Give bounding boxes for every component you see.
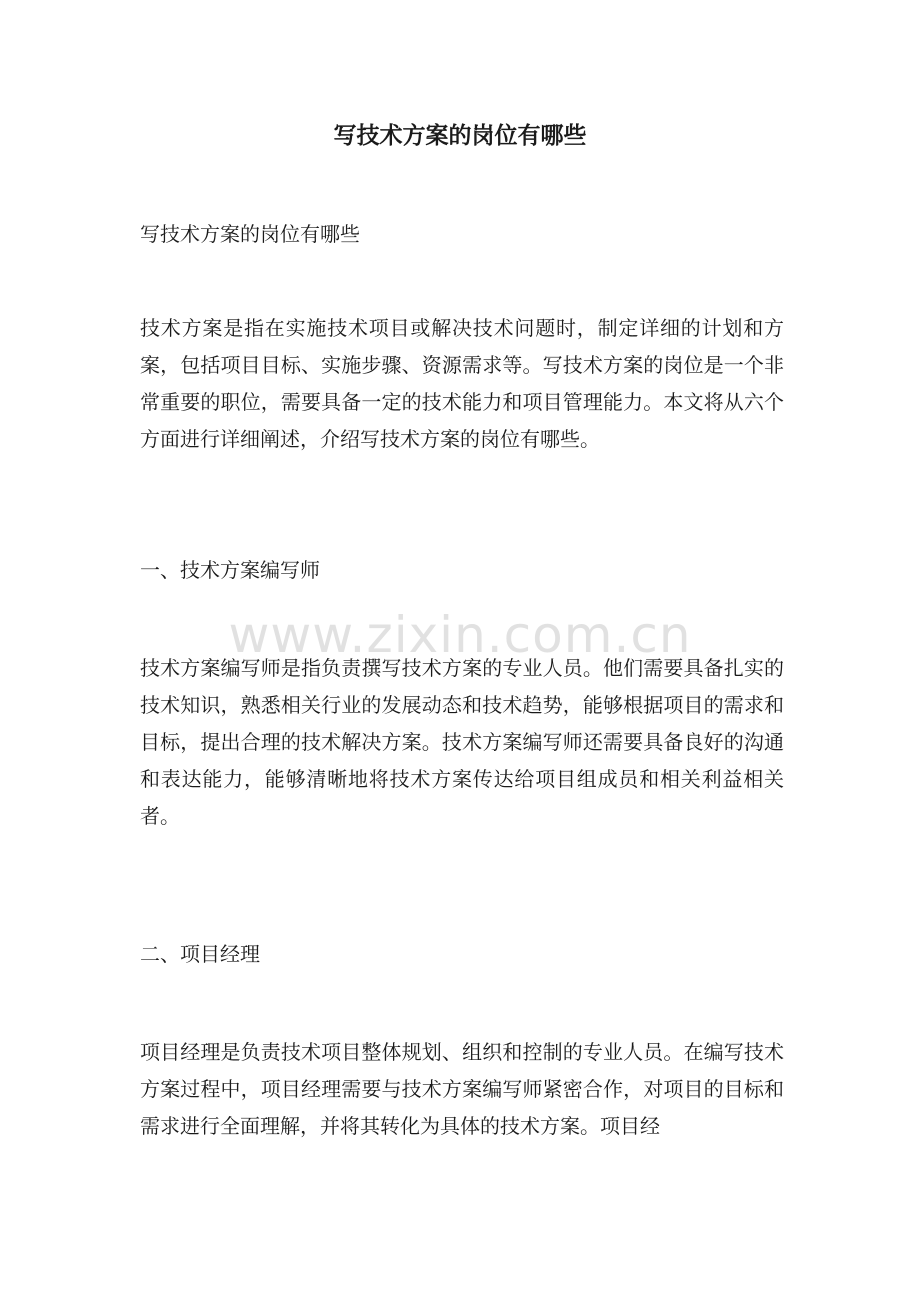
document-subtitle: 写技术方案的岗位有哪些 — [140, 222, 360, 246]
intro-paragraph: 技术方案是指在实施技术项目或解决技术问题时，制定详细的计划和方案，包括项目目标、实施步骤、资源需求等。写技术方案的岗位是一个非常重要的职位，需要具备一定的技术能力和项目管理能力。本文将从六个方面进行详细阐述，介绍写技术方案的岗位有哪些。 — [140, 316, 784, 451]
watermark: www.zixin.com.cn — [228, 606, 692, 664]
section-body-2: 项目经理是负责技术项目整体规划、组织和控制的专业人员。在编写技术方案过程中，项目经理需要与技术方案编写师紧密合作，对项目的目标和需求进行全面理解，并将其转化为具体的技术方案。项目经 — [140, 1040, 784, 1138]
section-heading-1: 一、技术方案编写师 — [140, 558, 320, 582]
document-title: 写技术方案的岗位有哪些 — [333, 122, 587, 149]
section-body-1: 技术方案编写师是指负责撰写技术方案的专业人员。他们需要具备扎实的技术知识，熟悉相关行业的发展动态和技术趋势，能够根据项目的需求和目标，提出合理的技术解决方案。技术方案编写师还需要具备良好的沟通和表达能力，能够清晰地将技术方案传达给项目组成员和相关利益相关者。 — [140, 656, 784, 828]
section-heading-2: 二、项目经理 — [140, 942, 260, 966]
